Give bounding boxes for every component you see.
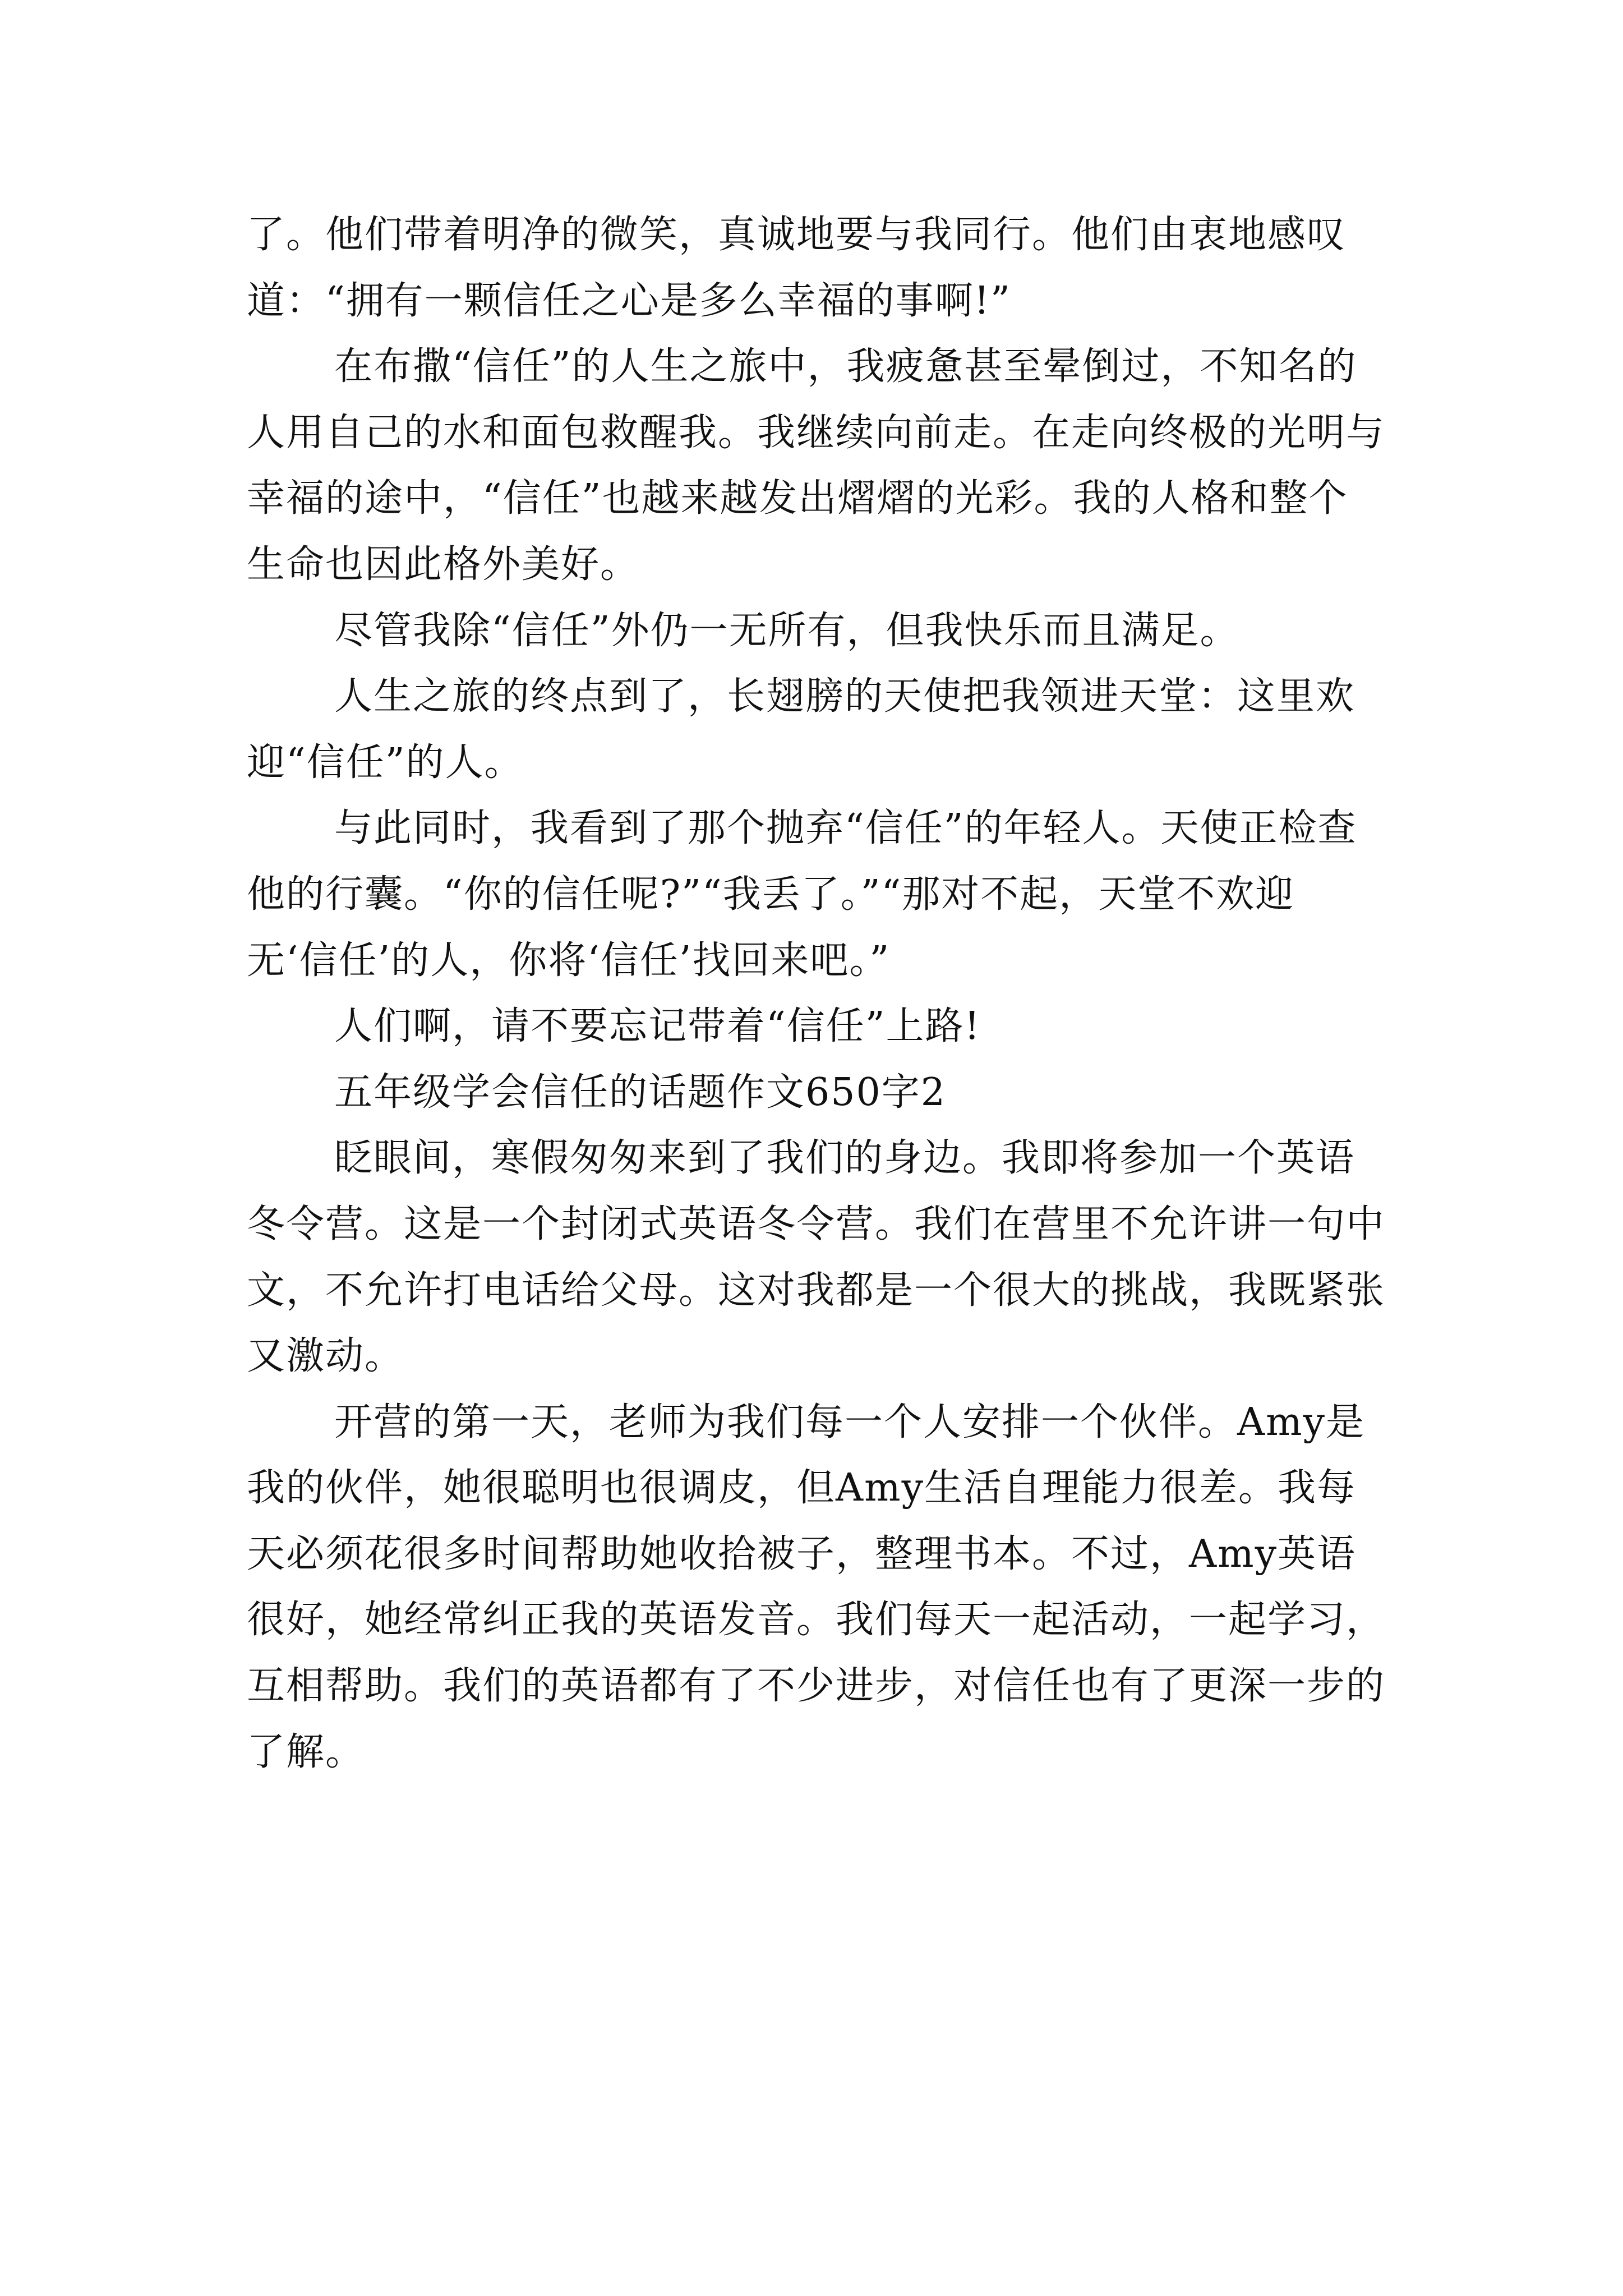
document-body xyxy=(247,202,1385,1785)
paragraph: 人们啊，请不要忘记带着“信任”上路! xyxy=(334,1004,981,1049)
paragraph: 与此同时，我看到了那个抛弃“信任”的年轻人。天使正检查他的行囊。“你的信任呢?”“我丢了。”“那对不起，天堂不欢迎无‘信任’的人，你将‘信任’找回来吧。” xyxy=(247,806,1357,983)
paragraph: 尽管我除“信任”外仍一无所有，但我快乐而且满足。 xyxy=(334,608,1239,653)
paragraph: 人生之旅的终点到了，长翅膀的天使把我领进天堂：这里欢迎“信任”的人。 xyxy=(247,674,1355,785)
paragraph: 开营的第一天，老师为我们每一个人安排一个伙伴。Amy是我的伙伴，她很聪明也很调皮，但Amy生活自理能力很差。我每天必须花很多时间帮助她收拾被子，整理书本。不过，Amy英语很好，她经常纠正我的英语发音。我们每天一起活动，一起学习，互相帮助。我们的英语都有了不少进步，对信任也有了更深一步的了解。 xyxy=(247,1400,1386,1774)
paragraph: 在布撒“信任”的人生之旅中，我疲惫甚至晕倒过，不知名的人用自己的水和面包救醒我。我继续向前走。在走向终极的光明与幸福的途中，“信任”也越来越发出熠熠的光彩。我的人格和整个生命也因此格外美好。 xyxy=(247,344,1386,587)
paragraph: 眨眼间，寒假匆匆来到了我们的身边。我即将参加一个英语冬令营。这是一个封闭式英语冬令营。我们在营里不允许讲一句中文，不允许打电话给父母。这对我都是一个很大的挑战，我既紧张又激动。 xyxy=(247,1136,1386,1379)
paragraph-continuation: 了。他们带着明净的微笑，真诚地要与我同行。他们由衷地感叹道：“拥有一颗信任之心是多么幸福的事啊!” xyxy=(247,213,1347,323)
essay-title: 五年级学会信任的话题作文650字2 xyxy=(334,1070,947,1115)
